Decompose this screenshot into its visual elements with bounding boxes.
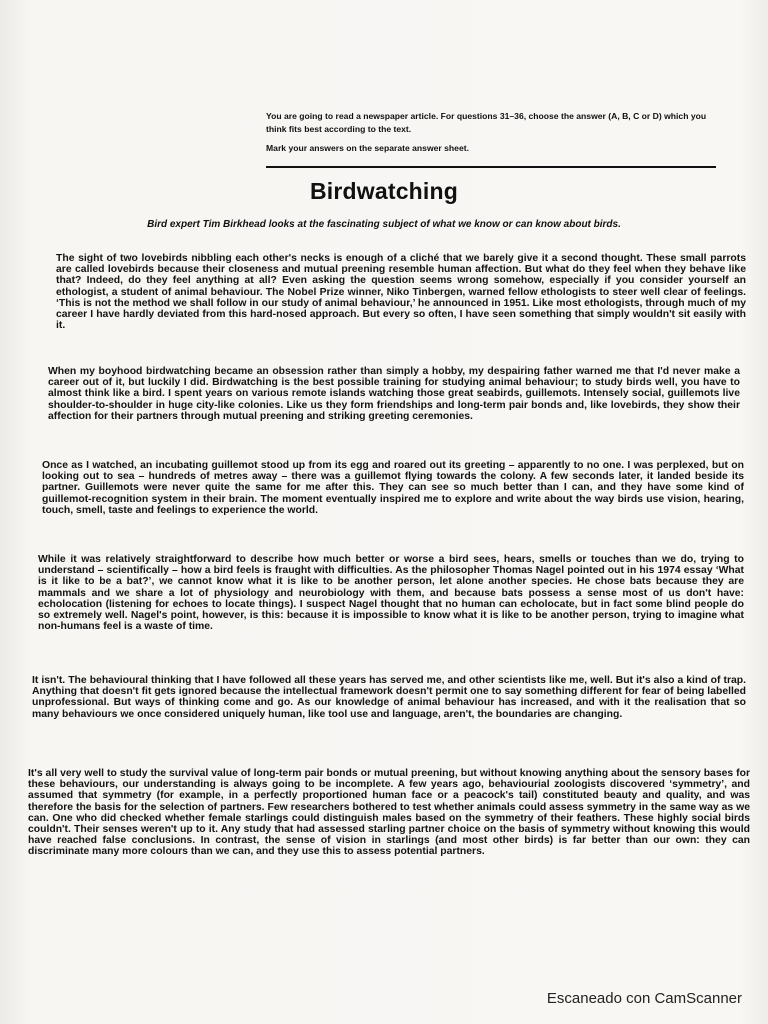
article-paragraph-5: It isn't. The behavioural thinking that I have followed all these years has served me, and other scientists like me, well. But it's also a kind of trap. Anything that doesn't fit gets ignored because the intellectual framework doesn't permit one to say something different for fear of being labelled unprofessional. But ways of thinking come and go. As our knowledge of animal behaviour has increased, and with it the realisation that so many behaviours we once considered uniquely human, like tool use and language, aren't, the boundaries are changing. [32, 675, 746, 720]
article-subtitle: Bird expert Tim Birkhead looks at the fascinating subject of what we know or can know about birds. [147, 219, 621, 230]
article-paragraph-6: It's all very well to study the survival value of long-term pair bonds or mutual preening, but without knowing anything about the sensory bases for these behaviours, our understanding is always going to be incomplete. A few years ago, behaviourial zoologists discovered ‘symmetry’, and assumed that symmetry (for example, in a perfectly proportioned human face or a peacock's tail) constituted beauty and quality, and was therefore the basis for the selection of partners. Few researchers bothered to test whether animals could assess symmetry in the same way as we can. One who did checked whether female starlings could distinguish males based on the symmetry of their feathers. These highly social birds couldn't. Their senses weren't up to it. Any study that had assessed starling partner choice on the basis of symmetry without knowing this would have reached false conclusions. In contrast, the sense of vision in starlings (and most other birds) is far better than our own: they can discriminate many more colours than we can, and they use this to assess potential partners. [28, 768, 750, 858]
scanner-watermark: Escaneado con CamScanner [546, 990, 742, 1007]
article-paragraph-2: When my boyhood birdwatching became an obsession rather than simply a hobby, my despairing father warned me that I'd never make a career out of it, but luckily I did. Birdwatching is the best possible training for studying animal behaviour; to study birds well, you have to almost think like a bird. I spent years on various remote islands watching those great seabirds, guillemots. Intensely social, guillemots live shoulder-to-shoulder in huge city-like colonies. Like us they form friendships and long-term pair bonds and, like lovebirds, they show their affection for their partners through mutual preening and striking greeting ceremonies. [48, 366, 740, 422]
article-paragraph-1: The sight of two lovebirds nibbling each other's necks is enough of a cliché that we barely give it a second thought. These small parrots are called lovebirds because their closeness and mutual preening resemble human affection. But what do they feel when they behave like that? Indeed, do they feel anything at all? Even asking the question seems wrong somehow, especially if you consider yourself an ethologist, a student of animal behaviour. The Nobel Prize winner, Niko Tinbergen, warned fellow ethologists to steer well clear of feelings. ‘This is not the method we shall follow in our study of animal behaviour,’ he announced in 1951. Like most ethologists, through much of my career I have hardly deviated from this hard-nosed approach. But every so often, I have seen something that simply wouldn't sit easily with it. [56, 253, 746, 332]
divider-rule [266, 166, 716, 168]
exam-instructions [266, 110, 726, 155]
article-title: Birdwatching [309, 178, 459, 204]
answer-sheet-note: Mark your answers on the separate answer sheet. [266, 143, 469, 153]
article-paragraph-3: Once as I watched, an incubating guillemot stood up from its egg and roared out its greeting – apparently to no one. I was perplexed, but on looking out to sea – hundreds of metres away – there was a guillemot flying towards the colony. A few seconds later, it landed beside its partner. Guillemots were never quite the same for me after this. They can see so much better than I can, and they have some kind of guillemot-recognition system in their brain. The moment eventually inspired me to explore and write about the way birds use vision, hearing, touch, smell, taste and feelings to experience the world. [42, 460, 744, 516]
instructions-text: You are going to read a newspaper article. For questions 31–36, choose the answer (A, B, C or D) which you think fits best according to the text. [266, 111, 707, 134]
article-paragraph-4: While it was relatively straightforward to describe how much better or worse a bird sees, hears, smells or touches than we do, trying to understand – scientifically – how a bird feels is fraught with difficulties. As the philosopher Thomas Nagel pointed out in his 1974 essay ‘What is it like to be a bat?’, we cannot know what it is like to be another person, let alone another species. He chose bats because they are mammals and we share a lot of physiology and neurobiology with them, and because bats possess a sense most of us don't have: echolocation (listening for echoes to locate things). I suspect Nagel thought that no human can echolocate, but in fact some blind people do so extremely well. Nagel's point, however, is this: because it is impossible to know what it is like to be another person, trying to imagine what non-humans feel is a waste of time. [38, 554, 744, 633]
